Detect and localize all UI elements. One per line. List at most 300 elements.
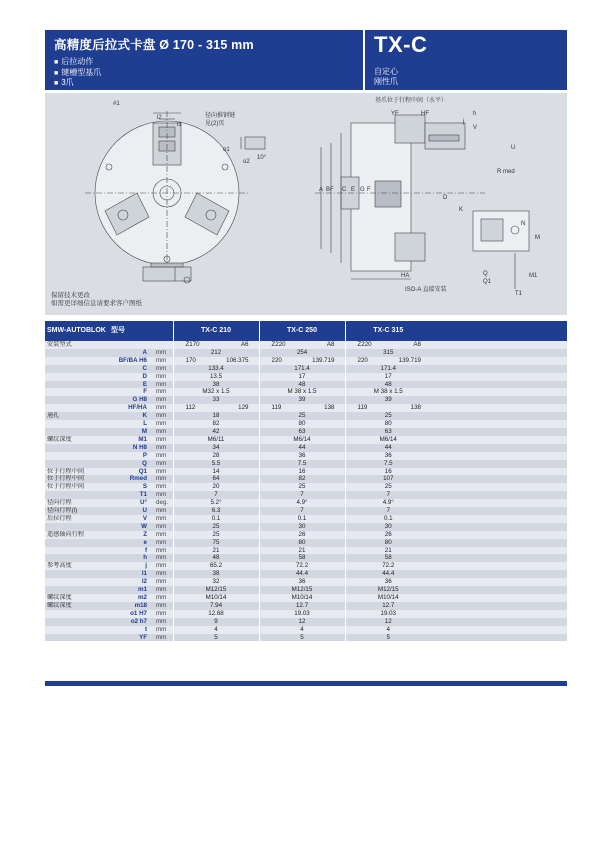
chuck-side-section [315,115,529,289]
row-symbol: l2 [109,578,151,586]
row-spacer [431,507,567,515]
row-description [45,539,109,547]
row-description [45,610,109,618]
row-description [45,460,109,468]
cell-value: 36 [259,452,345,460]
cell-value: 7 [259,507,345,515]
row-description [45,357,109,365]
table-row [45,618,567,626]
row-spacer [431,610,567,618]
cell-value: M12/15 [173,586,259,594]
cell-value: 19.03 [259,610,345,618]
drawing-label: M1 [529,273,538,279]
cell-value: 48 [173,554,259,562]
cell-value: 171.4 [259,365,345,373]
row-description [45,373,109,381]
cell-value: 133.4 [173,365,259,373]
row-unit: mm [151,594,173,602]
row-spacer [431,436,567,444]
cell-value: 25 [173,523,259,531]
page-header [45,30,567,90]
row-spacer [431,388,567,396]
row-description: 安装型式 [45,341,109,349]
row-spacer [431,547,567,555]
cell-value: 106.375 [216,357,259,365]
cell-value: 39 [259,396,345,404]
cell-value: 65.2 [173,562,259,570]
cell-value: 36 [259,578,345,586]
cell-value: 64 [173,475,259,483]
row-unit: mm [151,381,173,389]
cell-value: 18 [173,412,259,420]
row-description [45,452,109,460]
cell-value: 36 [345,578,431,586]
row-unit: mm [151,412,173,420]
model-subtitles [374,67,398,86]
table-row [45,412,567,420]
row-symbol: Rmed [109,475,151,483]
row-symbol: U [109,507,151,515]
row-symbol: h [109,554,151,562]
table-row [45,460,567,468]
table-row [45,626,567,634]
cell-value: 25 [345,412,431,420]
cell-value: 32 [173,578,259,586]
cell-value: 28 [173,452,259,460]
row-description [45,349,109,357]
row-description: 参考高度 [45,562,109,570]
cell-value: 25 [259,412,345,420]
cell-value: 48 [345,381,431,389]
row-description [45,547,109,555]
row-description: 位于行程中间 [45,468,109,476]
row-spacer [431,357,567,365]
row-symbol: m2 [109,594,151,602]
cell-value: 315 [345,349,431,357]
row-symbol: M [109,428,151,436]
table-row [45,475,567,483]
table-row [45,468,567,476]
drawing-label: l1 [177,122,182,128]
row-unit [151,341,173,349]
table-row [45,610,567,618]
row-description [45,396,109,404]
cell-value: 119 [259,404,302,412]
drawing-label: M [535,235,540,241]
table-row [45,436,567,444]
table-row [45,396,567,404]
row-unit: mm [151,626,173,634]
cell-value: 25 [259,483,345,491]
row-unit: mm [151,618,173,626]
drawing-label: ISO-A 直接安装 [405,287,447,293]
row-unit: mm [151,404,173,412]
drawing-label: o2 [243,159,250,165]
table-row [45,507,567,515]
cell-value: 80 [259,420,345,428]
cell-value: 5 [259,634,345,642]
row-unit: mm [151,396,173,404]
table-row [45,349,567,357]
row-description: 螺纹深度 [45,602,109,610]
table-row [45,562,567,570]
drawing-label: E [351,187,356,193]
table-row [45,420,567,428]
row-symbol: Q1 [109,468,151,476]
cell-value: 44 [259,444,345,452]
table-row [45,586,567,594]
row-description [45,444,109,452]
cell-value: 9 [173,618,259,626]
row-unit: mm [151,562,173,570]
cell-value: 220 [345,357,388,365]
cell-value: 12.68 [173,610,259,618]
table-row [45,578,567,586]
cell-value: 7.94 [173,602,259,610]
cell-value: M6/14 [345,436,431,444]
cell-value: 21 [259,547,345,555]
row-spacer [431,562,567,570]
cell-value: 21 [345,547,431,555]
row-unit: mm [151,515,173,523]
row-unit: mm [151,475,173,483]
row-symbol: Q [109,460,151,468]
row-unit: mm [151,570,173,578]
cell-value: M10/14 [345,594,431,602]
cell-value: 138 [388,404,431,412]
cell-value: 44.4 [345,570,431,578]
row-description [45,491,109,499]
cell-value: M6/11 [173,436,259,444]
row-description [45,420,109,428]
row-description [45,578,109,586]
row-symbol: YF [109,634,151,642]
row-symbol: E [109,381,151,389]
row-spacer [431,475,567,483]
row-description [45,626,109,634]
cell-value: 14 [173,468,259,476]
subtitle-line: 刚性爪 [374,76,398,86]
cell-value: 82 [173,420,259,428]
row-symbol: Z [109,531,151,539]
cell-value: 0.1 [259,515,345,523]
cell-value: 119 [345,404,388,412]
row-description: 后拉行程 [45,515,109,523]
row-symbol [109,341,151,349]
row-description [45,554,109,562]
cell-value: 107 [345,475,431,483]
cell-value: 112 [173,404,216,412]
table-row [45,570,567,578]
row-description [45,523,109,531]
cell-value: 21 [173,547,259,555]
row-symbol: j [109,562,151,570]
row-description [45,428,109,436]
row-unit: mm [151,428,173,436]
cell-value: M 38 x 1.5 [259,388,345,396]
model-header: TX-C 250 [259,321,345,341]
row-symbol: t [109,626,151,634]
drawing-label: N [521,221,526,227]
drawing-label: Q [483,271,488,277]
row-description: 位于行程中间 [45,475,109,483]
cell-value: A8 [388,341,431,349]
cell-value: 4 [173,626,259,634]
row-unit: mm [151,578,173,586]
table-row [45,365,567,373]
row-symbol: l1 [109,570,151,578]
drawing-label: T1 [515,291,523,297]
row-symbol: U° [109,499,151,507]
cell-value: 7 [259,491,345,499]
cell-value: M10/14 [259,594,345,602]
drawing-label: G [360,187,365,193]
cell-value: M32 x 1.5 [173,388,259,396]
cell-value: 63 [345,428,431,436]
cell-value: 5 [345,634,431,642]
drawing-label: YF [391,111,399,117]
row-symbol: D [109,373,151,381]
row-unit: mm [151,452,173,460]
cell-value: 12.7 [345,602,431,610]
note-line: 如需更详细信息请要求客户图纸 [51,300,142,307]
row-description: 螺纹深度 [45,436,109,444]
cell-value: 38 [173,381,259,389]
row-symbol: L [109,420,151,428]
cell-value: 38 [173,570,259,578]
row-description: 通孔 [45,412,109,420]
cell-value: M6/14 [259,436,345,444]
cell-value: 212 [173,349,259,357]
row-description [45,618,109,626]
cell-value: 5.5 [173,460,259,468]
table-row [45,444,567,452]
table-row [45,594,567,602]
cell-value: M 38 x 1.5 [345,388,431,396]
brand-header: SMW-AUTOBLOK [45,321,109,341]
row-spacer [431,468,567,476]
cell-value: 12 [259,618,345,626]
row-symbol: BF/BA H6 [109,357,151,365]
row-symbol: W [109,523,151,531]
cell-value: 17 [345,373,431,381]
row-description [45,404,109,412]
row-unit: mm [151,634,173,642]
row-spacer [431,341,567,349]
cell-value: 0.1 [173,515,259,523]
cell-value: 13.5 [173,373,259,381]
drawing-label: HF [421,111,429,117]
cell-value: 58 [345,554,431,562]
row-unit: mm [151,468,173,476]
row-symbol: o2 h7 [109,618,151,626]
cell-value: 34 [173,444,259,452]
model-header: TX-C 210 [173,321,259,341]
cell-value: 58 [259,554,345,562]
row-spacer [431,499,567,507]
row-unit: mm [151,373,173,381]
cell-value: Z220 [345,341,388,349]
cell-value: 7.5 [259,460,345,468]
row-symbol: P [109,452,151,460]
row-spacer [431,373,567,381]
feature-list [54,57,101,89]
subtitle-line: 自定心 [374,67,398,76]
spec-table-body [45,341,567,641]
table-row [45,499,567,507]
row-description [45,365,109,373]
row-unit: mm [151,483,173,491]
cell-value: 0.1 [345,515,431,523]
table-row [45,483,567,491]
table-row [45,491,567,499]
row-description: 径向行程 [45,499,109,507]
cell-value: 5 [173,634,259,642]
row-unit: deg. [151,499,173,507]
drawing-label: 基爪位于行程中间（水平） [375,98,448,104]
drawing-svg [45,93,567,315]
row-spacer [431,594,567,602]
row-symbol: K [109,412,151,420]
cell-value: M12/15 [259,586,345,594]
cell-value: 44.4 [259,570,345,578]
table-header-row [45,321,567,341]
feature-item: ■ 键槽型基爪 [54,68,101,79]
drawing-label: C [342,187,347,193]
cell-value: A8 [302,341,345,349]
cell-value: 39 [345,396,431,404]
cell-value: 72.2 [259,562,345,570]
type-header: 型号 [109,321,151,341]
feature-item: ■ 3爪 [54,78,101,89]
cell-value: Z220 [259,341,302,349]
table-row [45,404,567,412]
row-spacer [431,586,567,594]
row-description [45,570,109,578]
drawing-label: D [443,195,448,201]
drawing-label: #1 [113,101,120,107]
row-unit: mm [151,539,173,547]
drawing-label: h [473,111,477,117]
row-symbol: V [109,515,151,523]
row-description [45,388,109,396]
spec-table [45,321,567,641]
row-unit: mm [151,586,173,594]
row-symbol: m18 [109,602,151,610]
table-row [45,515,567,523]
row-symbol: F [109,388,151,396]
cell-value: 254 [259,349,345,357]
unit-header [151,321,173,341]
row-spacer [431,578,567,586]
cell-value: 17 [259,373,345,381]
spec-table-wrap [45,321,567,641]
cell-value: 19.03 [345,610,431,618]
cell-value: 25 [173,531,259,539]
table-row [45,341,567,349]
row-unit: mm [151,357,173,365]
drawing-label: Q1 [483,279,492,285]
cell-value: 170 [173,357,216,365]
row-description: 位于行程中间 [45,483,109,491]
row-spacer [431,523,567,531]
row-unit: mm [151,491,173,499]
drawing-label: V [473,125,478,131]
row-unit: mm [151,436,173,444]
row-spacer [431,491,567,499]
cell-value: Z170 [173,341,216,349]
cell-value: 4.9° [345,499,431,507]
row-spacer [431,452,567,460]
row-symbol: S [109,483,151,491]
cell-value: 48 [259,381,345,389]
cell-value: M10/14 [173,594,259,602]
drawing-label: 径向推钢键 [205,113,236,119]
row-description: 遥感轴向行程 [45,531,109,539]
cell-value: 4 [259,626,345,634]
table-row [45,428,567,436]
cell-value: 16 [345,468,431,476]
drawing-label: BF [326,187,334,193]
table-row [45,634,567,642]
cell-value: 26 [259,531,345,539]
key-detail [241,137,265,149]
cell-value: 30 [259,523,345,531]
cell-value: 5.2° [173,499,259,507]
table-row [45,554,567,562]
row-spacer [431,404,567,412]
cell-value: 4.9° [259,499,345,507]
cell-value: A6 [216,341,259,349]
drawing-label: 见(2)页 [205,121,225,127]
cell-value: 82 [259,475,345,483]
row-spacer [431,618,567,626]
header-spacer [431,321,567,341]
row-spacer [431,626,567,634]
cell-value: 4 [345,626,431,634]
row-spacer [431,460,567,468]
row-spacer [431,570,567,578]
drawing-label: R med [497,169,515,175]
row-description [45,634,109,642]
cell-value: 42 [173,428,259,436]
technical-drawing [45,93,567,315]
cell-value: 12 [345,618,431,626]
cell-value: 7 [345,491,431,499]
cell-value: 6.3 [173,507,259,515]
row-unit: mm [151,420,173,428]
drawing-label: U [511,145,516,151]
cell-value: 7.5 [345,460,431,468]
row-spacer [431,602,567,610]
row-spacer [431,428,567,436]
row-unit: mm [151,554,173,562]
cell-value: 12.7 [259,602,345,610]
cell-value: 139.719 [302,357,345,365]
cell-value: 44 [345,444,431,452]
drawing-label: o1 [223,147,230,153]
row-spacer [431,539,567,547]
row-symbol: HF/HA [109,404,151,412]
cell-value: 33 [173,396,259,404]
table-row [45,373,567,381]
row-description: 径向行程(l) [45,507,109,515]
drawing-label: K [459,207,464,213]
cell-value: 7 [173,491,259,499]
row-unit: mm [151,610,173,618]
cell-value: 80 [345,420,431,428]
row-spacer [431,365,567,373]
